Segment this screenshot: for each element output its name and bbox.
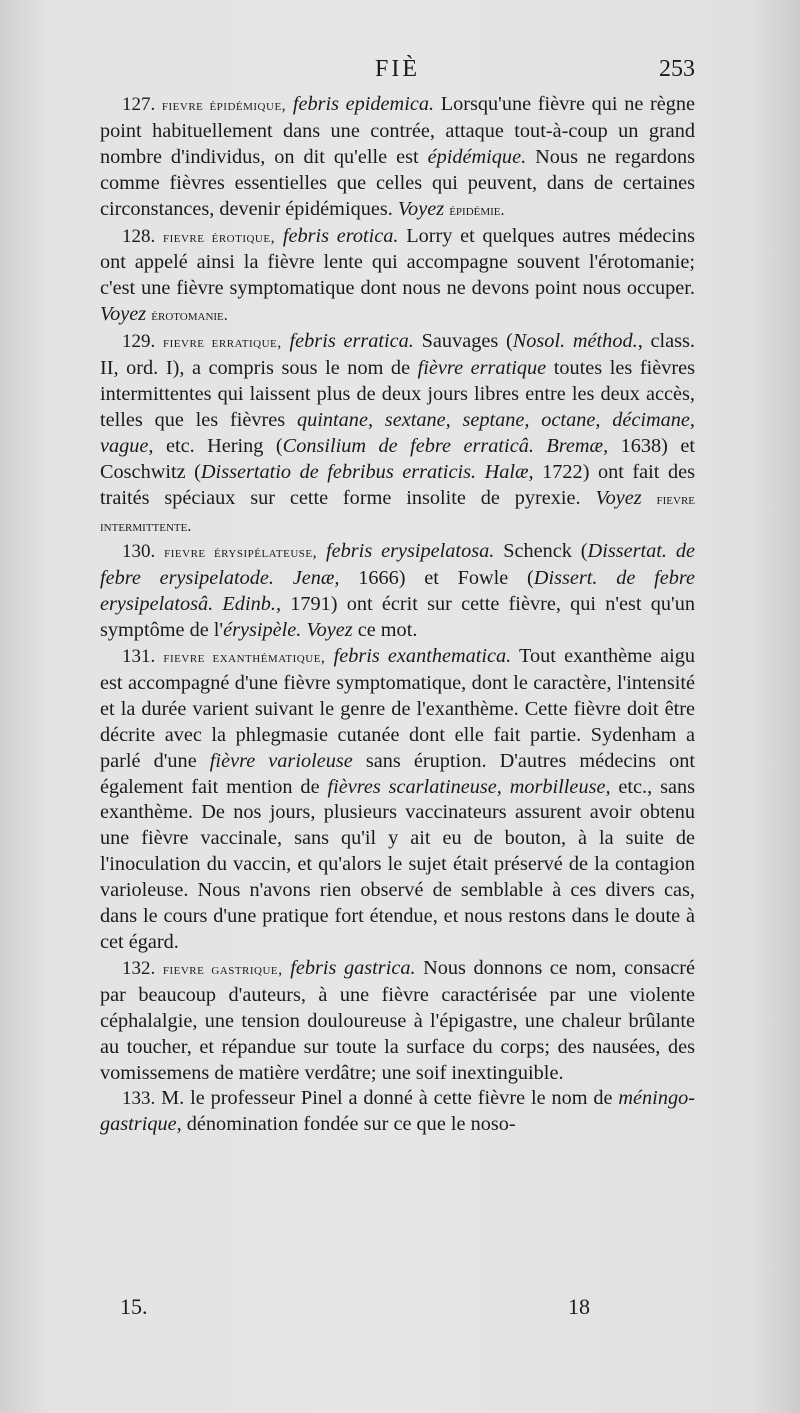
entry-text: etc. Hering (	[165, 434, 283, 457]
entry-text: Nous ne regardons comme fièvres essentielles que celles qui peuvent, dans de certaines circonstances, devenir épidémiques.	[100, 145, 696, 220]
entry-italic: Dissertatio de febribus erraticis. Halæ,	[200, 460, 534, 483]
signature-right: 18	[568, 1294, 590, 1319]
entry-italic: méningo-gastrique	[100, 1087, 695, 1136]
entry-headword: fievre exanthématique,	[163, 649, 326, 667]
entry-128	[100, 224, 695, 330]
entry-130	[100, 539, 695, 644]
entry-129	[100, 329, 695, 539]
latin-term: febris exanthematica.	[333, 645, 512, 668]
entry-number: 132.	[122, 957, 156, 979]
entry-number: 130.	[122, 541, 156, 563]
latin-term: febris erratica.	[289, 330, 414, 353]
entry-text: 1791) ont écrit sur cette fièvre, qui n'est qu'un symptôme de l'	[100, 593, 695, 642]
entry-132	[100, 956, 695, 1087]
entry-number: 131.	[122, 646, 156, 668]
entry-text: , class. II, ord. I), a compris sous le nom de	[100, 330, 695, 380]
entry-text: etc., sans exanthème. De nos jours, plusieurs vaccinateurs assurent avoir obtenu une fièvre vaccinale, sans qu'il y ait eu de bouton, à la suite de l'inoculation du vaccin, et qu'alors le sujet était préservé de la contagion varioleuse. Nous n'avons rien observé de semblable à ces divers cas, dans le cours d'une pratique fort étendue, et nous restons dans le doute à cet égard.	[100, 775, 695, 953]
entry-italic: érysipèle.	[223, 619, 302, 642]
entry-italic: fièvre erratique	[417, 357, 547, 380]
entry-number: 127.	[122, 94, 156, 115]
entry-italic: Dissertat. de febre erysipelatode. Jenæ,	[100, 540, 696, 590]
entry-headword: fievre erratique,	[163, 334, 282, 352]
entry-text: Tout exanthème aigu est accompagné d'une fièvre symptomatique, dont le caractère, l'intensité et la durée varient suivant le genre de l'exanthème. Cette fièvre doit être décrite avec la phlegmasie cutanée dont elle fait partie. Sydenham a parlé d'une	[100, 645, 695, 772]
entry-text: sans éruption. D'autres médecins ont également fait mention de	[100, 749, 696, 798]
voyez-label: Voyez	[306, 619, 353, 642]
voyez-label: Voyez	[100, 303, 147, 326]
entry-headword: fievre épidémique,	[161, 97, 287, 114]
entry-text: M. le professeur Pinel a donné à cette fièvre le nom de	[161, 1087, 613, 1110]
cross-reference: épidémie.	[449, 201, 505, 219]
cross-reference: érotomanie.	[151, 307, 228, 325]
entry-italic: Consilium de febre erraticâ. Bremæ,	[282, 434, 609, 457]
entry-headword: fievre érysipélateuse,	[164, 544, 318, 562]
entry-text: , dénomination fondée sur ce que le noso-	[176, 1113, 516, 1136]
entry-italic: fièvre varioleuse	[209, 749, 353, 772]
entry-131	[100, 644, 695, 956]
entry-text: 1722) ont fait des traités spéciaux sur cette forme insolite de pyrexie.	[100, 460, 695, 509]
entry-number: 133.	[122, 1088, 156, 1110]
entry-number: 129.	[122, 331, 156, 353]
voyez-label: Voyez	[595, 486, 642, 509]
entry-headword: fievre érotique,	[162, 228, 276, 246]
entry-133	[100, 1086, 695, 1138]
entry-italic: Dissert. de febre erysipelatosâ. Edinb.,	[100, 567, 695, 616]
signature-left: 15.	[120, 1294, 148, 1319]
entry-italic: épidémique.	[427, 145, 527, 168]
entry-italic: Nosol. méthod.	[512, 330, 638, 353]
entry-text: 1638) et Coschwitz (	[100, 434, 696, 483]
latin-term: febris erotica.	[282, 224, 399, 247]
entry-italic: quintane, sextane, septane, octane, décimane, vague,	[100, 408, 695, 457]
latin-term: febris gastrica.	[290, 956, 416, 979]
page-number: 253	[659, 56, 695, 82]
cross-reference: ce mot.	[357, 619, 418, 642]
latin-term: febris erysipelatosa.	[326, 540, 495, 563]
entry-text: Lorsqu'une fièvre qui ne règne point habituellement dans une contrée, attaque tout-à-coup un grand nombre d'individus, on dit qu'elle est	[100, 93, 696, 168]
voyez-label: Voyez	[397, 197, 445, 220]
entry-number: 128.	[122, 225, 156, 247]
entry-italic: fièvres scarlatineuse, morbilleuse,	[327, 775, 611, 798]
entry-text: Lorry et quelques autres médecins ont appelé ainsi la fièvre lente qui accompagne souvent l'érotomanie; c'est une fièvre symptomatique dont nous ne devons point nous occuper.	[100, 224, 695, 300]
running-title: FIÈ	[375, 56, 420, 82]
running-head	[100, 56, 695, 92]
entry-text: 1666) et Fowle (	[358, 567, 534, 590]
latin-term: febris epidemica.	[292, 93, 435, 115]
entry-text: toutes les fièvres intermittentes qui laissent plus de deux jours libres entre les deux accès, telles que les fièvres	[100, 357, 695, 431]
cross-reference: fievre intermittente.	[100, 490, 695, 535]
entry-text: Sauvages (	[421, 330, 513, 353]
entry-headword: fievre gastrique,	[162, 960, 283, 978]
entry-text: Schenck (	[503, 540, 588, 563]
signature-marks	[120, 1294, 590, 1324]
entry-127	[100, 92, 695, 224]
entry-text: Nous donnons ce nom, consacré par beaucoup d'auteurs, à une fièvre caractérisée par une violente céphalalgie, une tension douloureuse à l'épigastre, une chaleur brûlante au toucher, et répandue sur toute la surface du corps; des nausées, des vomissemens de matière verdâtre; une soif inextinguible.	[100, 956, 696, 1084]
dictionary-text	[100, 92, 695, 1138]
